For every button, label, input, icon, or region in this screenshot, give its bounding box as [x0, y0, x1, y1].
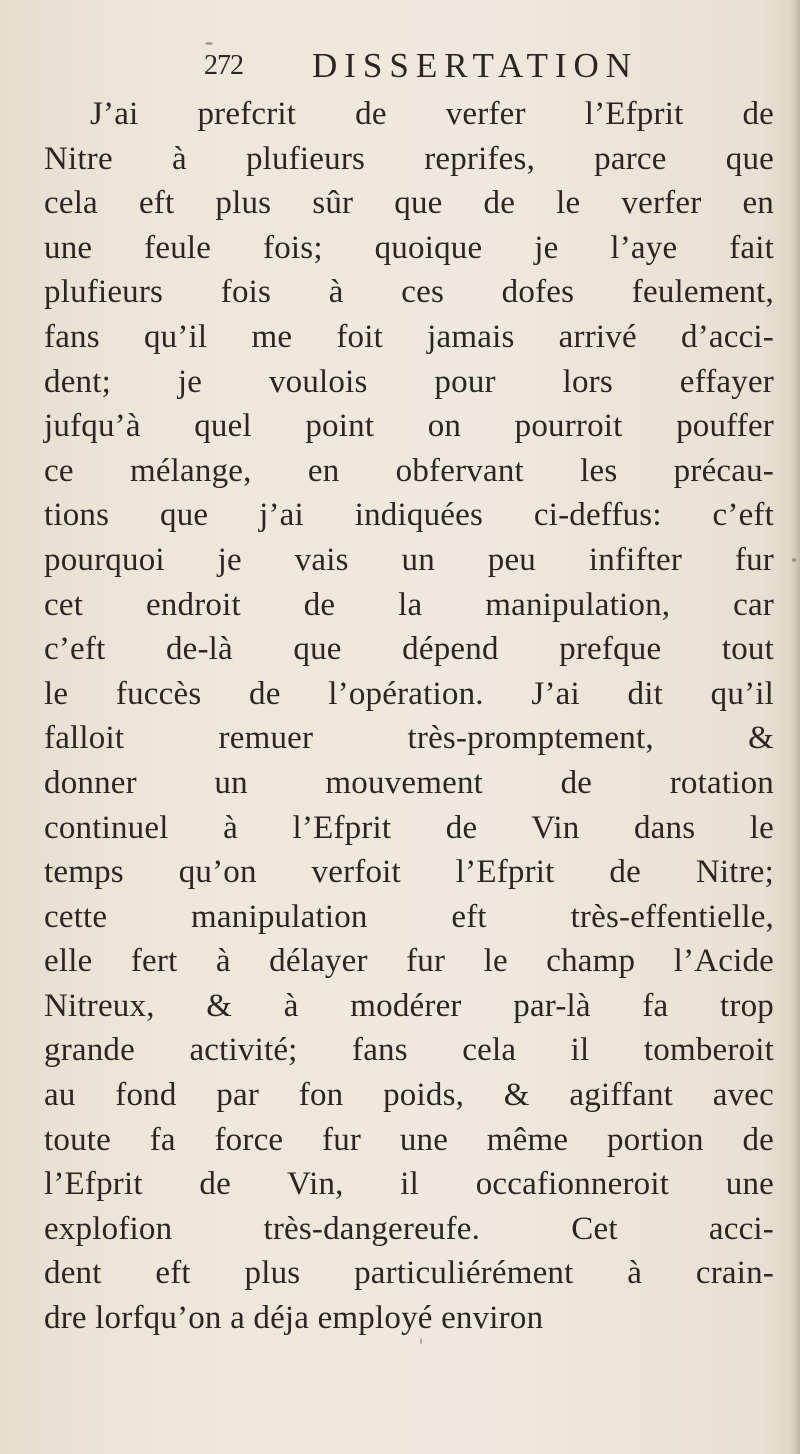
text-line: l’Efprit de Vin, il occafionneroit une — [44, 1166, 774, 1203]
text-line: dent eft plus particuliérément à crain- — [44, 1255, 774, 1292]
text-line: Nitreux, & à modérer par-là fa trop — [44, 987, 774, 1024]
paper-speck — [420, 1338, 422, 1344]
text-line: fans qu’il me foit jamais arrivé d’acci- — [44, 318, 774, 355]
text-line: ce mélange, en obfervant les précau- — [44, 452, 774, 489]
text-line: J’ai prefcrit de verfer l’Efprit de — [90, 96, 774, 132]
text-line: continuel à l’Efprit de Vin dans le — [44, 809, 774, 846]
text-line: falloit remuer très-promptement, & — [44, 720, 774, 757]
text-line: une feule fois; quoique je l’aye fait — [44, 229, 774, 266]
text-line: donner un mouvement de rotation — [44, 764, 774, 801]
page-number: 272 — [204, 50, 243, 81]
page-edge-shadow — [790, 0, 800, 1454]
text-line: temps qu’on verfoit l’Efprit de Nitre; — [44, 854, 774, 891]
text-line: dre lorfqu’on a déja employé environ — [44, 1300, 544, 1337]
text-line: dent; je voulois pour lors effayer — [44, 363, 774, 400]
text-line: toute fa force fur une même portion de — [44, 1121, 774, 1158]
text-line: tions que j’ai indiquées ci-deffus: c’eft — [44, 497, 774, 534]
text-line: explofion très-dangereufe. Cet acci- — [44, 1210, 774, 1247]
text-line: cet endroit de la manipulation, car — [44, 586, 774, 623]
text-line: le fuccès de l’opération. J’ai dit qu’il — [44, 675, 774, 712]
text-line: cela eft plus sûr que de le verfer en — [44, 185, 774, 222]
running-title: DISSERTATION — [312, 46, 639, 85]
text-line: c’eft de-là que dépend prefque tout — [44, 631, 774, 668]
text-line: pourquoi je vais un peu infifter fur — [44, 541, 774, 578]
paper-speck — [205, 42, 213, 45]
page-header — [204, 46, 724, 96]
text-line: au fond par fon poids, & agiffant avec — [44, 1077, 774, 1114]
body-text — [44, 92, 774, 1341]
text-line: elle fert à délayer fur le champ l’Acide — [44, 943, 774, 980]
text-line: plufieurs fois à ces dofes feulement, — [44, 274, 774, 311]
text-line: Nitre à plufieurs reprifes, parce que — [44, 140, 774, 177]
paper-speck — [792, 558, 796, 562]
text-line: grande activité; fans cela il tomberoit — [44, 1032, 774, 1069]
text-line: jufqu’à quel point on pourroit pouffer — [44, 408, 774, 445]
text-line: cette manipulation eft très-effentielle, — [44, 898, 774, 935]
